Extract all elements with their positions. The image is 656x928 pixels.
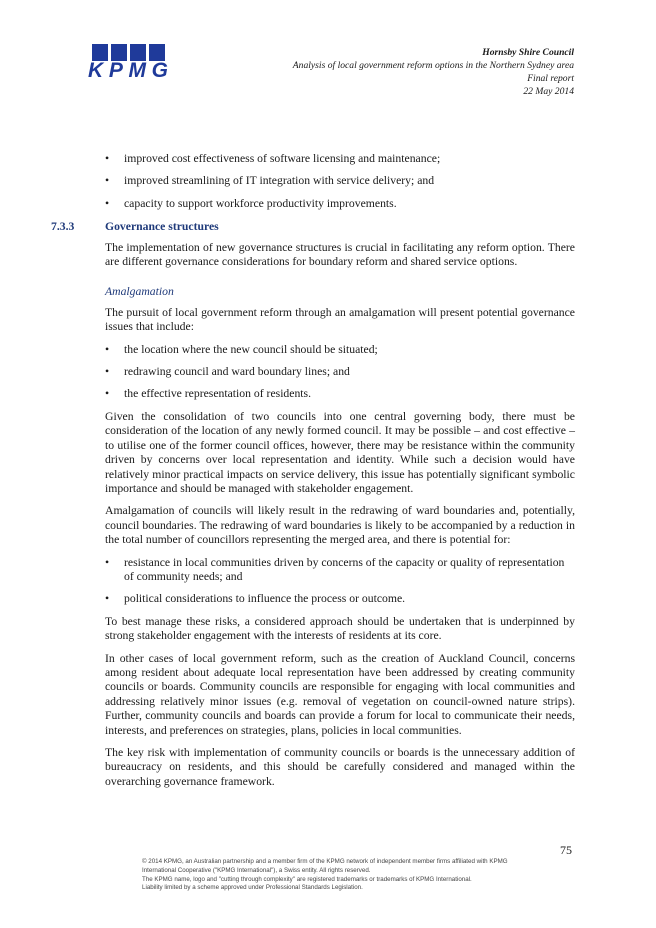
footer-line: © 2014 KPMG, an Australian partnership and a member firm of the KPMG network of independent member firms affiliated with KPMG International Cooperative ("KPMG International"), a Swiss entity. All rights reserved. <box>142 858 508 874</box>
paragraph: The pursuit of local government reform through an amalgamation will present potential governance issues that include: <box>105 305 575 334</box>
bullet-item: • resistance in local communities driven by concerns of the capacity or quality of representation of community needs; and <box>105 556 575 585</box>
section-title: Governance structures <box>105 220 219 234</box>
report-title: Analysis of local government reform options in the Northern Sydney area <box>292 60 574 71</box>
logo-text: KPMG <box>88 59 168 80</box>
paragraph: Given the consolidation of two councils into one central governing body, there must be consideration of the location of any newly formed council. It may be possible – and cost effective – to utilise one of the former council offices, however, there may be resistance within the community driven by concerns over local representation and identity. While such a decision would have relatively minor practical impacts on service delivery, this issue has potentially significant symbolic importance and should be managed with stakeholder engagement. <box>105 409 575 495</box>
bullet-item: • the location where the new council should be situated; <box>105 343 575 357</box>
bullet-item: • improved cost effectiveness of software licensing and maintenance; <box>105 152 575 166</box>
report-header <box>293 46 574 98</box>
subheading-amalgamation: Amalgamation <box>105 285 174 299</box>
report-date: 22 May 2014 <box>523 86 574 97</box>
paragraph: Amalgamation of councils will likely result in the redrawing of ward boundaries and, potentially, council boundaries. The redrawing of ward boundaries is likely to be accompanied by a reduction in the total number of councillors representing the merged area, and there is potential for: <box>105 504 575 547</box>
paragraph: In other cases of local government reform, such as the creation of Auckland Council, concerns among resident about adequate local representation have been addressed by creating community councils or boards. Community councils are responsible for engaging with local communities and addressing relatively minor issues (e.g. removal of vegetation on council-owned nature strips). Further, community councils and boards can provide a forum for local to communicate their needs, interests, and preferences on strategies, plans, policies in local communities. <box>105 651 575 737</box>
section-heading <box>51 220 575 234</box>
bullet-item: • political considerations to influence the process or outcome. <box>105 592 575 606</box>
bullet-item: • improved streamlining of IT integration with service delivery; and <box>105 174 575 188</box>
section-intro: The implementation of new governance structures is crucial in facilitating any reform option. There are different governance considerations for boundary reform and shared service options. <box>105 240 575 269</box>
kpmg-logo <box>88 44 170 80</box>
footer-line: The KPMG name, logo and "cutting through complexity" are registered trademarks or trademarks of KPMG International. <box>142 875 472 883</box>
page-number: 75 <box>560 843 572 857</box>
page-body <box>51 152 575 797</box>
bullet-item: • redrawing council and ward boundary lines; and <box>105 365 575 379</box>
bullet-item: • capacity to support workforce productivity improvements. <box>105 197 575 211</box>
section-number: 7.3.3 <box>51 220 75 234</box>
footer-line: Liability limited by a scheme approved under Professional Standards Legislation. <box>142 884 363 892</box>
bullet-item: • the effective representation of residents. <box>105 387 575 401</box>
paragraph: To best manage these risks, a considered approach should be undertaken that is underpinned by strong stakeholder engagement with the interests of residents at its core. <box>105 614 575 643</box>
copyright-footer <box>142 858 542 893</box>
paragraph: The key risk with implementation of community councils or boards is the unnecessary addition of bureaucracy on residents, and this should be carefully considered and managed within the overarching governance framework. <box>105 746 575 788</box>
report-status: Final report <box>527 73 574 84</box>
organisation-name: Hornsby Shire Council <box>482 47 574 58</box>
